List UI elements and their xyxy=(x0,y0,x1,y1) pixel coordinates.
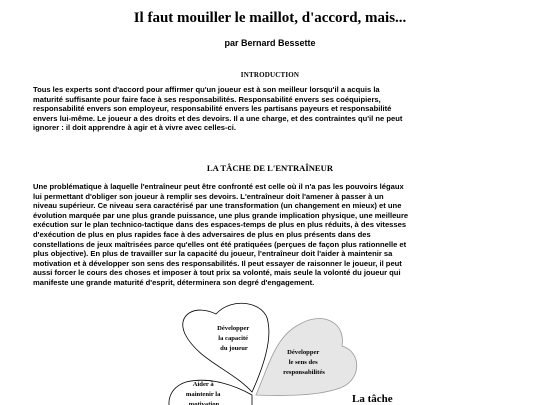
petal-label-line: Aider à xyxy=(192,381,214,388)
introduction-paragraph xyxy=(33,85,503,133)
text-line: évolution marquée par une plus grande puissance, une plus grande implication physique, une meilleure xyxy=(33,210,409,220)
petal-label-line: du joueur xyxy=(220,345,248,352)
petal-label-line: motivation xyxy=(188,401,220,405)
petal-label-line: maintenir la xyxy=(185,391,221,398)
text-line: Tous les experts sont d'accord pour affirmer qu'un joueur est à son meilleur lorsqu'il a acquis la xyxy=(33,85,380,94)
document-title: Il faut mouiller le maillot, d'accord, mais... xyxy=(133,10,407,26)
petal-label-line: responsabilités xyxy=(283,369,325,376)
text-line: maturité suffisante pour faire face à ses responsabilités. Responsabilité envers ses coéquipiers, xyxy=(33,94,381,104)
text-line: manifeste une grande maturité d'esprit, déterminera son degré d'engagement. xyxy=(33,277,315,287)
text-line: responsabilité envers son employeur, responsabilité envers les partisans payeurs et responsabilité xyxy=(33,104,392,114)
diagram-center-label: La tâche xyxy=(352,393,393,405)
coach-task-clover-diagram xyxy=(0,300,540,405)
petal-label-line: le sens des xyxy=(288,359,318,366)
petal-label-line: la capacité xyxy=(218,335,249,342)
section-heading-introduction: INTRODUCTION xyxy=(240,71,300,79)
text-line: d'exécution de plus en plus rapides face à des adversaires de plus en plus présents dans des xyxy=(33,229,371,239)
petal-responsibilities xyxy=(256,319,357,396)
text-line: motivation et à développer son sens des responsabilités. Il peut essayer de raisonner le joueur, il peut xyxy=(33,258,402,268)
text-line: envers lui-même. Le joueur a des droits et des devoirs. Il a une charge, et des contraintes qu'il ne peut xyxy=(33,113,403,123)
text-line: exécution sur le plan technico-tactique dans des espaces-temps de plus en plus réduits, à des vitesses xyxy=(33,220,407,230)
coach-task-paragraph xyxy=(33,182,503,288)
text-line: Une problématique à laquelle l'entraîneur peut être confronté est celle où il n'a pas les pouvoirs légaux xyxy=(33,182,404,191)
svg-text:Développer le sens des xyxy=(283,349,325,376)
section-heading-coach-task: LA TÂCHE DE L'ENTRAÎNEUR xyxy=(206,163,334,173)
petal-label-line: Développer xyxy=(217,325,250,332)
text-line: lui permettant d'obliger son joueur à remplir ses devoirs. L'entraîneur doit l'amener à passer à un xyxy=(33,191,384,201)
text-line: ignorer : il doit apprendre à agir et à vivre avec celles-ci. xyxy=(33,123,237,133)
text-line: aussi forcer le cours des choses et imposer à tout prix sa volonté, mais seule la volonté du joueur qui xyxy=(33,268,401,278)
text-line: plus objective). En plus de travailler sur la capacité du joueur, l'entraîneur doit l'aider à maintenir sa xyxy=(33,249,393,259)
text-line: niveau supérieur. Ce niveau sera caractérisé par une transformation (un changement en mieux) et une xyxy=(33,201,402,211)
svg-text:Développer la capacité xyxy=(217,325,251,352)
petal-label-line: Développer xyxy=(287,349,320,356)
text-line: constellations de jeux maîtrisées parce qu'elles ont été pratiquées (perçues de façon plus rationnelle et xyxy=(33,239,407,249)
document-author: par Bernard Bessette xyxy=(224,38,316,48)
